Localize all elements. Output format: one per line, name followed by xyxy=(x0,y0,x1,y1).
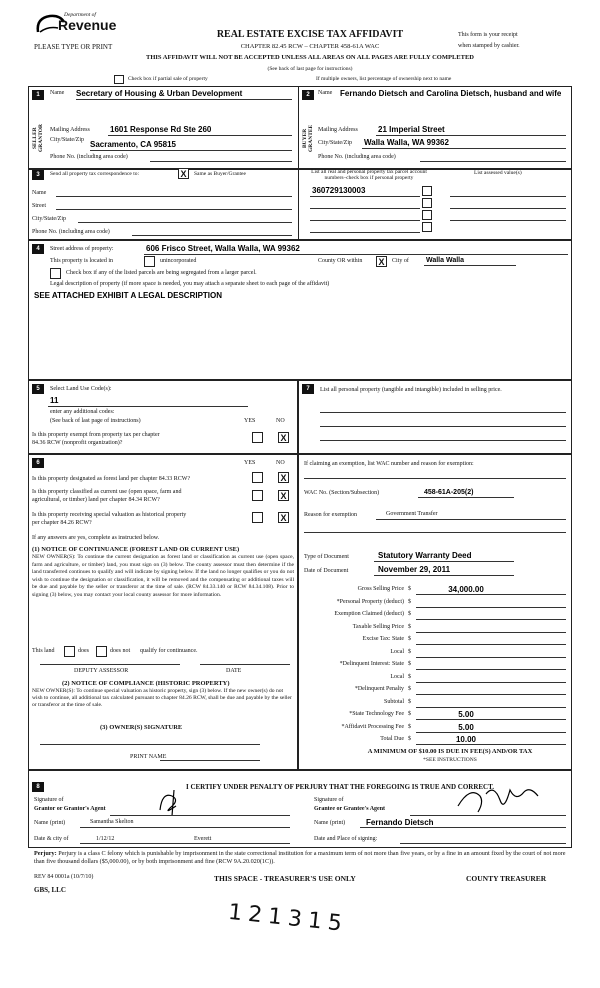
buyer-side-label: BUYER GRANTEE xyxy=(302,124,314,152)
buyer-mailing-label: Mailing Address xyxy=(318,127,358,133)
compliance-title: (2) NOTICE OF COMPLIANCE (HISTORIC PROPERTY) xyxy=(62,680,230,687)
within-city-checkbox[interactable]: X xyxy=(376,256,387,267)
print-name-label: PRINT NAME xyxy=(130,754,167,760)
grantor-date: 1/12/12 xyxy=(96,836,115,842)
treasurer-use-only: THIS SPACE - TREASURER'S USE ONLY xyxy=(214,874,356,883)
tax-row-label: *Affidavit Processing Fee xyxy=(341,723,404,730)
parcel-personal-checkbox-1[interactable] xyxy=(422,186,432,196)
land-does-label: does xyxy=(78,648,89,654)
tax-row-label: Local xyxy=(390,673,404,680)
assessed-header: List assessed value(s) xyxy=(474,170,522,176)
section-6-number: 6 xyxy=(32,458,44,468)
receipt-note-1: This form is your receipt xyxy=(458,32,518,38)
parcel-personal-checkbox-4[interactable] xyxy=(422,222,432,232)
tax-row-line xyxy=(416,732,566,733)
partial-sale-checkbox[interactable] xyxy=(114,75,124,84)
s5-no: NO xyxy=(276,418,285,424)
tax-row-dollar: $ xyxy=(408,661,411,667)
see-back: (See back of last page for instructions) xyxy=(267,66,353,72)
exempt-yes-checkbox[interactable] xyxy=(252,432,263,443)
reason-label: Reason for exemption xyxy=(304,512,357,518)
land-use-label: Select Land Use Code(s): xyxy=(50,386,112,392)
forest-question: Is this property designated as forest land per chapter 84.33 RCW? xyxy=(32,476,191,482)
grantor-name-label: Name (print) xyxy=(34,820,66,826)
land-does-not-checkbox[interactable] xyxy=(96,646,107,657)
doc-type: Statutory Warranty Deed xyxy=(378,551,472,560)
corr-city-label: City/State/Zip xyxy=(32,216,66,222)
corr-street-label: Street xyxy=(32,203,46,209)
county-treasurer: COUNTY TREASURER xyxy=(466,874,547,883)
tax-row-line xyxy=(416,594,566,595)
tax-row-dollar: $ xyxy=(408,686,411,692)
unincorporated-checkbox[interactable] xyxy=(144,256,155,267)
warning-text: THIS AFFIDAVIT WILL NOT BE ACCEPTED UNLESS ALL AREAS ON ALL PAGES ARE FULLY COMPLETED xyxy=(146,54,474,61)
tax-row-line xyxy=(416,682,566,683)
land-does-checkbox[interactable] xyxy=(64,646,75,657)
exempt-question-2: 84.36 RCW (nonprofit organization)? xyxy=(32,440,123,446)
tax-row-value: 10.00 xyxy=(455,735,477,744)
perjury-title: Perjury: xyxy=(34,850,57,857)
same-as-buyer-label: Same as Buyer/Grantee xyxy=(194,171,246,177)
tax-row-line xyxy=(416,669,566,670)
seller-mailing: 1601 Response Rd Ste 260 xyxy=(110,125,212,134)
tax-row-label: Subtotal xyxy=(383,698,404,705)
tax-row-dollar: $ xyxy=(408,623,411,630)
perjury-text: Perjury is a class C felony which is punishable by imprisonment in the state correctional institution for a maximum term of not more than five years, or by a fine in an amount fixed by the court of not more than five thousand dollars ($5,000.00), or by both imprisonment and fine (RCW 9A.20.020(1C)). xyxy=(34,850,566,865)
personal-property-label: List all personal property (tangible and intangible) included in selling price. xyxy=(320,387,502,393)
exemption-label: If claiming an exemption, list WAC number and reason for exemption: xyxy=(304,461,474,467)
tax-row-line xyxy=(416,694,566,695)
send-correspondence-label: Send all property tax correspondence to: xyxy=(50,171,140,177)
seller-mailing-label: Mailing Address xyxy=(50,127,90,133)
tax-row-value: 5.00 xyxy=(458,722,474,732)
tax-row-label: *State Technology Fee xyxy=(349,711,404,717)
section-4-number: 4 xyxy=(32,244,44,254)
corr-name-label: Name xyxy=(32,190,47,196)
grantor-date-label: Date & city of xyxy=(34,836,69,842)
additional-codes-label: enter any additional codes: xyxy=(50,409,115,415)
section-5-number: 5 xyxy=(32,384,44,394)
grantee-date-label: Date and Place of signing: xyxy=(314,836,378,842)
tax-row-dollar: $ xyxy=(408,598,411,605)
this-land-label: This land xyxy=(32,648,55,654)
city-of-label: City of xyxy=(392,258,409,264)
seller-name: Secretary of Housing & Urban Development xyxy=(76,89,243,98)
see-instructions: *SEE INSTRUCTIONS xyxy=(423,757,477,763)
s6-no: NO xyxy=(276,460,285,466)
tax-row-label: Excise Tax: State xyxy=(362,636,404,642)
buyer-phone-label: Phone No. (including area code) xyxy=(318,154,396,160)
parcel-personal-checkbox-2[interactable] xyxy=(422,198,432,208)
parcel-header: List all real and personal property tax parcel account numbers–check box if personal property xyxy=(311,169,427,181)
tax-row-line xyxy=(416,619,566,620)
current-use-question-1: Is this property classified as current use (open space, farm and xyxy=(32,489,182,495)
land-does-not-label: does not xyxy=(110,648,131,654)
grantee-signature xyxy=(450,782,550,818)
grantee-sig-label-2: Grantee or Grantee's Agent xyxy=(314,806,386,812)
tax-row-label: *Delinquent Penalty xyxy=(354,686,404,692)
same-as-buyer-checkbox[interactable]: X xyxy=(178,168,189,179)
tax-row-dollar: $ xyxy=(408,611,411,617)
tax-row-value: 34,000.00 xyxy=(448,585,484,594)
revenue-logo xyxy=(34,12,117,36)
corr-phone-label: Phone No. (including area code) xyxy=(32,229,110,235)
tax-row-dollar: $ xyxy=(408,723,411,730)
tax-row-dollar: $ xyxy=(408,586,411,592)
seller-city-label: City/State/Zip xyxy=(50,137,84,143)
multiple-owners-note: If multiple owners, list percentage of ownership next to name xyxy=(316,76,452,82)
property-city: Walla Walla xyxy=(426,257,464,264)
certify-statement: I CERTIFY UNDER PENALTY OF PERJURY THAT THE FOREGOING IS TRUE AND CORRECT. xyxy=(185,783,494,791)
exempt-no-checkbox[interactable]: X xyxy=(278,432,289,443)
logo-name: Revenue xyxy=(58,17,117,33)
tax-row-dollar: $ xyxy=(408,711,411,717)
tax-row-dollar: $ xyxy=(408,636,411,642)
qualify-label: qualify for continuance. xyxy=(140,648,198,654)
grantee-name: Fernando Dietsch xyxy=(366,818,434,827)
grantor-sig-label-1: Signature of xyxy=(34,797,64,803)
grantor-sig-label-2: Grantor or Grantor's Agent xyxy=(34,806,106,812)
historic-question-1: Is this property receiving special valuation as historical property xyxy=(32,512,187,518)
legal-description: SEE ATTACHED EXHIBIT A LEGAL DESCRIPTION xyxy=(34,291,223,300)
grantor-name: Samantha Skelton xyxy=(90,819,134,825)
grantor-signature xyxy=(150,788,200,818)
chapter-ref: CHAPTER 82.45 RCW – CHAPTER 458-61A WAC xyxy=(240,43,380,50)
county-label: County OR within xyxy=(318,258,363,264)
tax-row-dollar: $ xyxy=(408,698,411,705)
land-use-code: 11 xyxy=(50,396,59,405)
tax-row-line xyxy=(416,607,566,608)
forest-yes-checkbox[interactable] xyxy=(252,472,263,483)
street-address-label: Street address of property: xyxy=(50,246,114,252)
receipt-note-2: when stamped by cashier. xyxy=(458,43,520,49)
tax-row-line xyxy=(416,632,566,633)
gbs-label: GBS, LLC xyxy=(34,886,66,894)
buyer-city: Walla Walla, WA 99362 xyxy=(364,138,449,147)
if-yes-note: If any answers are yes, complete as instructed below. xyxy=(32,535,160,541)
section-1-number: 1 xyxy=(32,90,44,100)
tax-row-dollar: $ xyxy=(408,736,411,742)
exemption-reason: Government Transfer xyxy=(386,511,438,517)
buyer-mailing: 21 Imperial Street xyxy=(378,125,445,134)
tax-row-label: Exemption Claimed (deduct) xyxy=(334,611,404,617)
grantor-city: Everett xyxy=(194,836,212,842)
form-title: REAL ESTATE EXCISE TAX AFFIDAVIT xyxy=(216,29,404,40)
tax-row-value: 5.00 xyxy=(458,710,474,719)
current-use-yes-checkbox[interactable] xyxy=(252,490,263,501)
located-in-label: This property is located in xyxy=(50,258,113,264)
buyer-city-label: City/State/Zip xyxy=(318,140,352,146)
tax-row-dollar: $ xyxy=(408,673,411,680)
buyer-name-label: Name xyxy=(318,90,333,96)
tax-row-line xyxy=(416,744,566,745)
segregated-checkbox[interactable] xyxy=(50,268,61,279)
please-type: PLEASE TYPE OR PRINT xyxy=(34,43,113,51)
doc-type-label: Type of Document xyxy=(304,554,349,560)
minimum-due: A MINIMUM OF $10.00 IS DUE IN FEE(S) AND/OR TAX xyxy=(367,748,533,755)
wac-label: WAC No. (Section/Subsection) xyxy=(304,490,380,496)
logo-dept: Department of xyxy=(64,12,96,18)
partial-sale-label: Check box if partial sale of property xyxy=(128,76,208,82)
grantee-name-label: Name (print) xyxy=(314,820,346,826)
seller-side-label: SELLER GRANTOR xyxy=(32,124,44,153)
parcel-number: 360729130003 xyxy=(312,186,366,195)
tax-row-label: *Delinquent Interest: State xyxy=(339,661,404,667)
s5-yes: YES xyxy=(244,418,256,424)
seller-city: Sacramento, CA 95815 xyxy=(90,140,176,149)
current-use-question-2: agricultural, or timber) land per chapter 84.34 RCW? xyxy=(32,497,160,503)
section-3-number: 3 xyxy=(32,170,44,180)
exempt-question-1: Is this property exempt from property tax per chapter xyxy=(32,432,160,438)
unincorporated-label: unincorporated xyxy=(160,258,197,264)
continuance-title: (1) NOTICE OF CONTINUANCE (FOREST LAND OR CURRENT USE) xyxy=(32,546,240,553)
section-8-number: 8 xyxy=(32,782,44,792)
handwritten-number: 121315 xyxy=(227,899,349,938)
compliance-text: NEW OWNER(S): To continue special valuation as historic property, sign (3) below. If the new owner(s) do not wish to continue, all additional tax calculated pursuant to chapter 84.26 RCW, shall be due and payable by the seller or transferor at the time of sale. xyxy=(32,688,292,709)
buyer-name: Fernando Dietsch and Carolina Dietsch, husband and wife xyxy=(340,89,562,98)
historic-no-checkbox[interactable]: X xyxy=(278,512,289,523)
property-street: 606 Frisco Street, Walla Walla, WA 99362 xyxy=(146,244,300,253)
deputy-assessor-label: DEPUTY ASSESSOR xyxy=(74,668,129,674)
wac-number: 458-61A-205(2) xyxy=(424,489,474,496)
tax-row-label: Gross Selling Price xyxy=(357,586,404,592)
section-2-number: 2 xyxy=(302,90,314,100)
tax-row-label: Local xyxy=(390,648,404,655)
grantee-sig-label-1: Signature of xyxy=(314,797,344,803)
tax-row-label: *Personal Property (deduct) xyxy=(336,598,404,605)
current-use-no-checkbox[interactable]: X xyxy=(278,490,289,501)
owner-signature-label: (3) OWNER(S) SIGNATURE xyxy=(100,724,183,731)
seller-name-label: Name xyxy=(50,90,65,96)
doc-date-label: Date of Document xyxy=(304,568,349,574)
tax-row-label: Taxable Selling Price xyxy=(352,623,404,630)
assessor-date-label: DATE xyxy=(226,668,242,674)
parcel-personal-checkbox-3[interactable] xyxy=(422,210,432,220)
tax-row-line xyxy=(416,707,566,708)
s6-yes: YES xyxy=(244,460,256,466)
seller-phone-label: Phone No. (including area code) xyxy=(50,154,128,160)
tax-row-line xyxy=(416,719,566,720)
forest-no-checkbox[interactable]: X xyxy=(278,472,289,483)
doc-date: November 29, 2011 xyxy=(378,565,451,574)
historic-yes-checkbox[interactable] xyxy=(252,512,263,523)
section-7-number: 7 xyxy=(302,384,314,394)
rev-number: REV 84 0001a (10/7/10) xyxy=(34,874,94,880)
perjury-notice xyxy=(34,850,572,866)
tax-row-dollar: $ xyxy=(408,648,411,655)
historic-question-2: per chapter 84.26 RCW? xyxy=(32,520,92,526)
segregated-label: Check box if any of the listed parcels are being segregated from a larger parcel. xyxy=(66,270,257,276)
legal-desc-label: Legal description of property (if more space is needed, you may attach a separate sheet to each page of the affidavit) xyxy=(50,281,330,287)
tax-row-line xyxy=(416,657,566,658)
tax-row-label: Total Due xyxy=(380,736,404,742)
tax-row-line xyxy=(416,644,566,645)
continuance-text: NEW OWNER(S): To continue the current designation as forest land or classification as current use (open space, farm and agriculture, or timber) land, you must sign on (3) below. The county assessor must then determine if the land transferred continues to qualify and will indicate by signing below. If the land no longer qualifies or you do not wish to continue the designation or classification, it will be removed and the compensating or additional taxes will be due and payable by the seller or transferor at the time of sale. (RCW 84.33.140 or RCW 84.34.108). Prior to signing (3) below, you may contact your local county assessor for more information. xyxy=(32,554,294,598)
land-use-see-back: (See back of last page of instructions) xyxy=(50,418,141,424)
